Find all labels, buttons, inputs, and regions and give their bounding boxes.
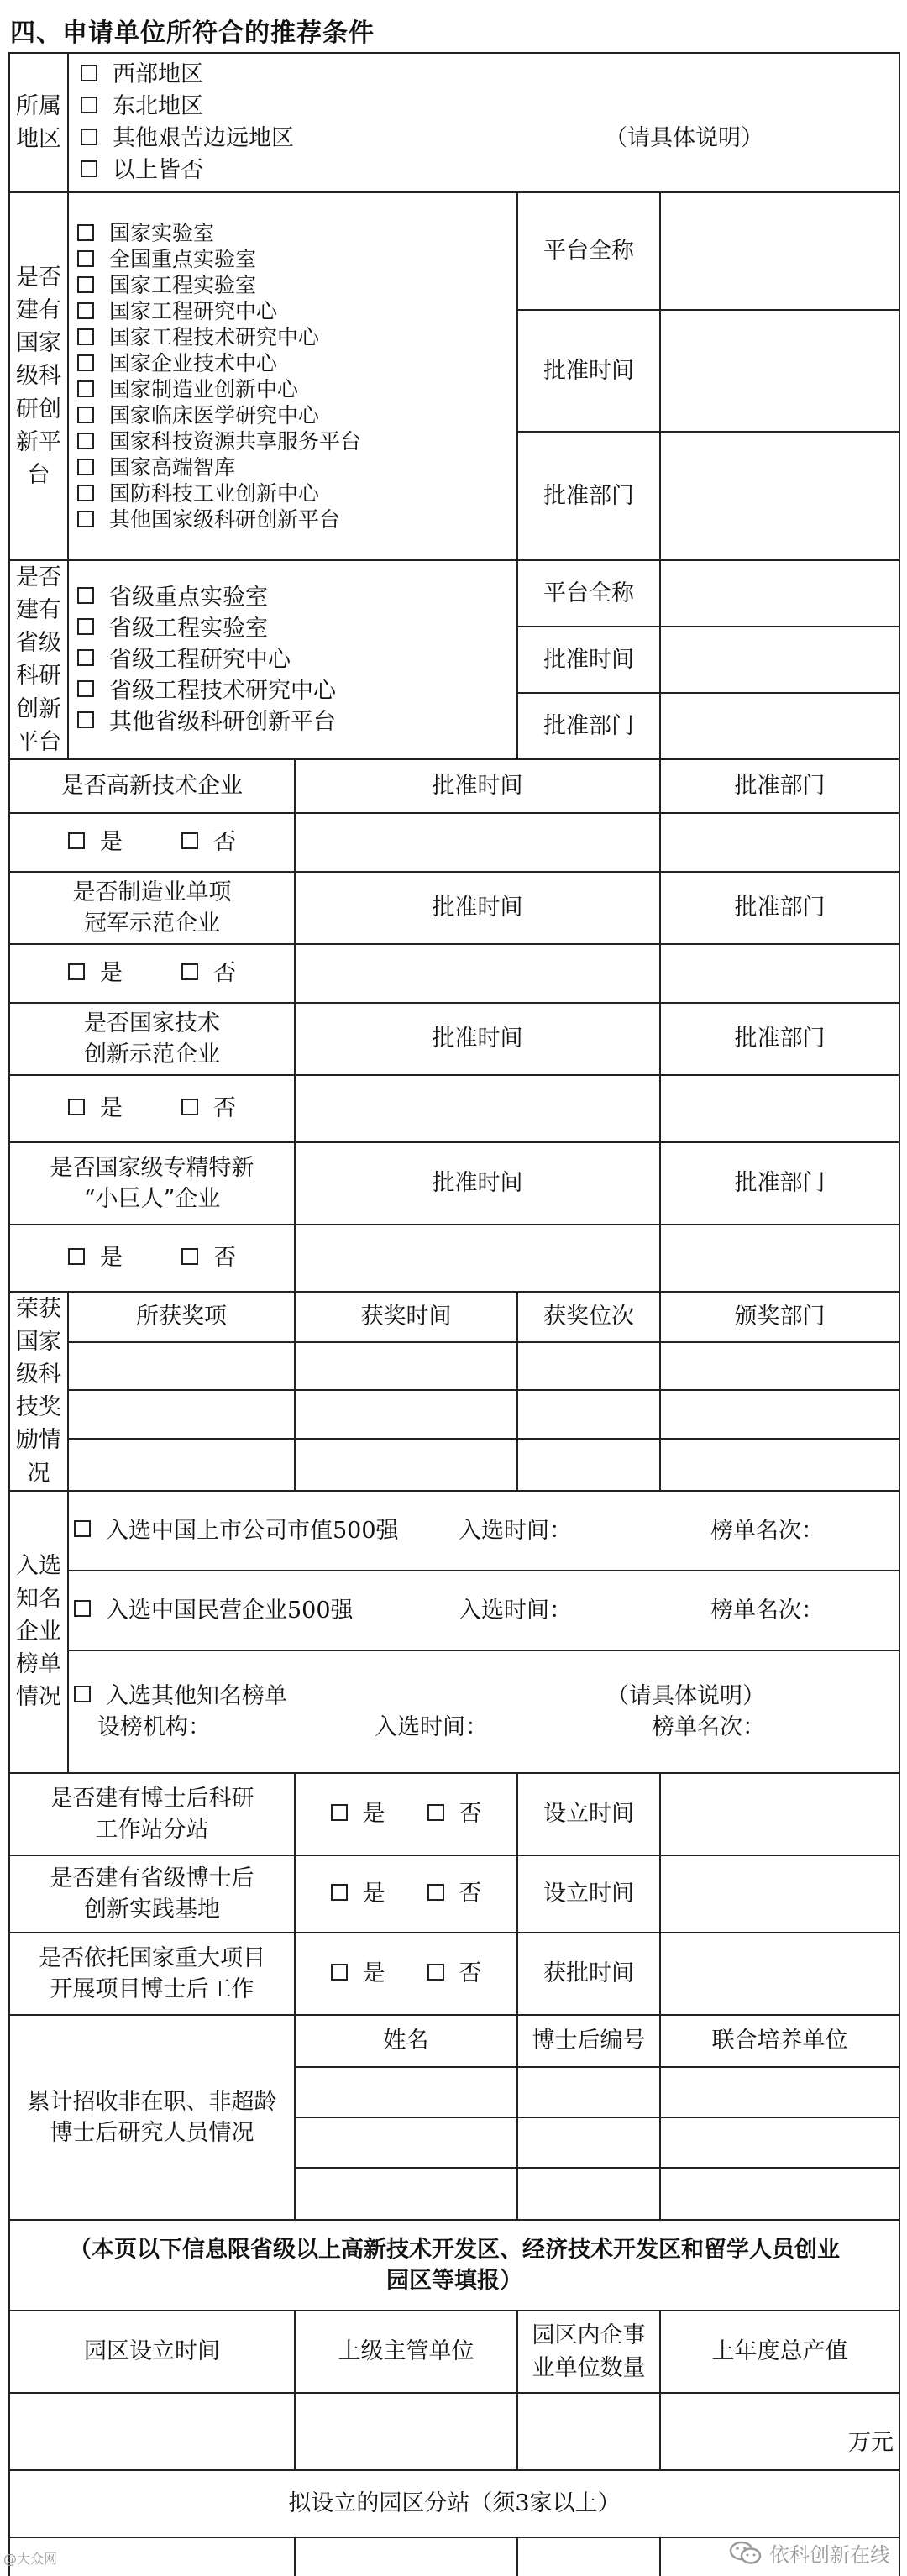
no-checkbox[interactable] <box>181 1099 198 1115</box>
awards-header: 所获奖项 <box>68 1292 295 1342</box>
approval-dept-header: 批准部门 <box>660 1142 899 1225</box>
checkbox[interactable] <box>77 511 94 527</box>
awards-label: 荣获国家级科技奖励情况 <box>9 1292 68 1491</box>
checkbox[interactable] <box>77 302 94 319</box>
checkbox[interactable] <box>77 328 94 345</box>
platform-option[interactable]: 国家高端智库 <box>77 454 511 480</box>
platform-option[interactable]: 省级重点实验室 <box>77 582 511 613</box>
checkbox[interactable] <box>77 485 94 501</box>
little-giant-input-row <box>9 1225 899 1292</box>
yes-no-choice: 是 否 <box>9 1075 295 1142</box>
tech-demo-input-row <box>9 1075 899 1142</box>
approval-dept-header: 批准部门 <box>660 759 899 813</box>
yes-no-choice: 是 否 <box>295 1855 517 1933</box>
park-branch-row <box>9 2470 899 2537</box>
input-cell[interactable] <box>660 944 899 1003</box>
watermark-text: 依科创新在线 <box>769 2543 890 2567</box>
platform-option[interactable]: 国家工程技术研究中心 <box>77 324 511 350</box>
region-option[interactable]: 东北地区 <box>81 91 894 123</box>
yes-checkbox[interactable] <box>68 963 85 980</box>
input-cell[interactable] <box>660 2117 899 2168</box>
input-cell[interactable] <box>660 627 899 693</box>
field-label: 平台全称 <box>517 560 660 627</box>
platform-option[interactable]: 国家制造业创新中心 <box>77 376 511 402</box>
yes-no-choice: 是 否 <box>295 1933 517 2015</box>
checkbox[interactable] <box>77 680 94 697</box>
little-giant-label: 是否国家级专精特新 “小巨人”企业 <box>9 1142 295 1225</box>
yes-no-choice: 是 否 <box>9 1225 295 1292</box>
watermark-left: @大众网 <box>3 2551 58 2567</box>
input-cell[interactable] <box>295 1075 660 1142</box>
platform-option[interactable]: 国家科技资源共享服务平台 <box>77 428 511 454</box>
yes-no-choice: 是 否 <box>9 813 295 872</box>
region-option[interactable]: 西部地区 <box>81 59 894 91</box>
field-label: 批准部门 <box>517 432 660 560</box>
input-cell[interactable] <box>517 2168 660 2220</box>
provincial-platform-row <box>9 560 899 627</box>
awards-header: 颁奖部门 <box>660 1292 899 1342</box>
wechat-icon <box>729 2540 763 2567</box>
input-cell[interactable] <box>660 560 899 627</box>
staff-header: 联合培养单位 <box>660 2015 899 2067</box>
field-label: 获批时间 <box>517 1933 660 2015</box>
national-platform-options <box>68 192 517 560</box>
input-cell[interactable] <box>68 1439 295 1491</box>
checkbox[interactable] <box>77 354 94 371</box>
input-cell[interactable] <box>295 2537 517 2576</box>
field-label: 批准时间 <box>517 627 660 693</box>
postdoc-project-row <box>9 1933 899 2015</box>
input-cell[interactable] <box>660 2067 899 2117</box>
recommendation-form-table <box>8 52 900 2576</box>
park-input-row <box>9 2393 899 2470</box>
postdoc-station-row <box>9 1773 899 1855</box>
postdoc-project-label: 是否依托国家重大项目 开展项目博士后工作 <box>9 1933 295 2015</box>
platform-option[interactable]: 国防科技工业创新中心 <box>77 480 511 506</box>
ranking-row-1 <box>9 1491 899 1571</box>
region-label: 所属地区 <box>9 53 68 192</box>
input-cell[interactable] <box>660 1342 899 1391</box>
little-giant-header-row <box>9 1142 899 1225</box>
postdoc-base-label: 是否建有省级博士后 创新实践基地 <box>9 1855 295 1933</box>
platform-option[interactable]: 国家企业技术中心 <box>77 350 511 376</box>
national-platform-row <box>9 192 899 310</box>
input-cell[interactable] <box>68 1342 295 1391</box>
input-cell[interactable] <box>660 2168 899 2220</box>
input-cell[interactable] <box>9 2393 295 2470</box>
checkbox[interactable] <box>77 649 94 666</box>
output-unit: 万元 <box>660 2393 899 2470</box>
checkbox[interactable] <box>77 433 94 449</box>
checkbox[interactable] <box>81 65 97 81</box>
region-options <box>68 53 899 192</box>
input-cell[interactable] <box>660 432 899 560</box>
input-cell[interactable] <box>517 2067 660 2117</box>
ranking-option[interactable]: 入选其他知名榜单 （请具体说明） 设榜机构： 入选时间： 榜单名次： <box>68 1650 899 1773</box>
park-header: 园区设立时间 <box>9 2311 295 2393</box>
field-label: 批准部门 <box>517 693 660 759</box>
yes-checkbox[interactable] <box>68 1248 85 1265</box>
platform-option[interactable]: 国家临床医学研究中心 <box>77 402 511 428</box>
park-header: 上年度总产值 <box>660 2311 899 2393</box>
platform-option[interactable]: 其他省级科研创新平台 <box>77 706 511 737</box>
input-cell[interactable] <box>660 693 899 759</box>
checkbox[interactable] <box>77 224 94 241</box>
watermark-right <box>729 2538 890 2568</box>
region-option[interactable]: 以上皆否 <box>81 155 894 186</box>
yes-checkbox[interactable] <box>68 1099 85 1115</box>
postdoc-staff-label: 累计招收非在职、非超龄 博士后研究人员情况 <box>9 2015 295 2220</box>
awards-input-row <box>9 1439 899 1491</box>
input-cell[interactable] <box>660 310 899 432</box>
input-cell[interactable] <box>68 1390 295 1439</box>
ranking-option[interactable]: 入选中国上市公司市值500强 入选时间： 榜单名次： <box>68 1491 899 1571</box>
no-checkbox[interactable] <box>427 1884 444 1901</box>
approval-dept-header: 批准部门 <box>660 1003 899 1075</box>
platform-option[interactable]: 其他国家级科研创新平台 <box>77 506 511 533</box>
platform-option[interactable]: 省级工程实验室 <box>77 613 511 644</box>
approval-time-header: 批准时间 <box>295 872 660 944</box>
input-cell[interactable] <box>660 1390 899 1439</box>
checkbox[interactable] <box>77 618 94 635</box>
provincial-platform-label: 是否建有省级科研创新平台 <box>9 560 68 759</box>
champion-label: 是否制造业单项 冠军示范企业 <box>9 872 295 944</box>
checkbox[interactable] <box>77 711 94 728</box>
champion-input-row <box>9 944 899 1003</box>
section-title: 四、申请单位所符合的推荐条件 <box>10 18 375 48</box>
checkbox[interactable] <box>74 1686 91 1702</box>
staff-header: 博士后编号 <box>517 2015 660 2067</box>
platform-option[interactable]: 省级工程研究中心 <box>77 644 511 675</box>
input-cell[interactable] <box>295 1390 517 1439</box>
postdoc-staff-header-row <box>9 2015 899 2067</box>
yes-checkbox[interactable] <box>331 1804 348 1821</box>
yes-checkbox[interactable] <box>68 832 85 849</box>
platform-option[interactable]: 国家实验室 <box>77 220 511 246</box>
input-cell[interactable] <box>517 2117 660 2168</box>
input-cell[interactable] <box>295 2067 517 2117</box>
no-checkbox[interactable] <box>181 832 198 849</box>
input-cell[interactable] <box>517 2537 660 2576</box>
awards-header: 获奖位次 <box>517 1292 660 1342</box>
input-cell[interactable] <box>295 944 660 1003</box>
input-cell[interactable] <box>517 1390 660 1439</box>
no-checkbox[interactable] <box>427 1804 444 1821</box>
high-tech-header-row <box>9 759 899 813</box>
ranking-row-3 <box>9 1650 899 1773</box>
checkbox[interactable] <box>77 250 94 267</box>
checkbox[interactable] <box>81 129 97 145</box>
checkbox[interactable] <box>74 1520 91 1537</box>
awards-input-row <box>9 1342 899 1391</box>
region-option[interactable]: 其他艰苦边远地区 （请具体说明） <box>81 123 894 155</box>
input-cell[interactable] <box>295 1225 660 1292</box>
checkbox[interactable] <box>77 587 94 604</box>
input-cell[interactable] <box>660 1439 899 1491</box>
park-header: 园区内企事业单位数量 <box>517 2311 660 2393</box>
national-platform-label: 是否建有国家级科研创新平台 <box>9 192 68 560</box>
platform-option[interactable]: 全国重点实验室 <box>77 246 511 272</box>
park-note-row <box>9 2220 899 2311</box>
input-cell[interactable] <box>295 2393 517 2470</box>
input-cell[interactable] <box>660 1075 899 1142</box>
yes-checkbox[interactable] <box>331 1964 348 1981</box>
park-note: （本页以下信息限省级以上高新技术开发区、经济技术开发区和留学人员创业 园区等填报） <box>9 2220 899 2311</box>
no-checkbox[interactable] <box>181 1248 198 1265</box>
input-cell[interactable] <box>660 192 899 310</box>
field-label: 批准时间 <box>517 310 660 432</box>
field-label: 设立时间 <box>517 1773 660 1855</box>
yes-no-choice: 是 否 <box>9 944 295 1003</box>
park-header: 上级主管单位 <box>295 2311 517 2393</box>
platform-option[interactable]: 国家工程实验室 <box>77 272 511 298</box>
region-note: （请具体说明） <box>605 125 763 151</box>
yes-checkbox[interactable] <box>331 1884 348 1901</box>
high-tech-input-row <box>9 813 899 872</box>
tech-demo-header-row <box>9 1003 899 1075</box>
input-cell[interactable] <box>517 1342 660 1391</box>
rankings-label: 入选知名企业榜单情况 <box>9 1491 68 1773</box>
approval-time-header: 批准时间 <box>295 1003 660 1075</box>
no-checkbox[interactable] <box>181 963 198 980</box>
champion-header-row <box>9 872 899 944</box>
approval-time-header: 批准时间 <box>295 759 660 813</box>
checkbox[interactable] <box>81 97 97 113</box>
park-branch-label: 拟设立的园区分站（须3家以上） <box>9 2470 899 2537</box>
checkbox[interactable] <box>74 1600 91 1617</box>
checkbox[interactable] <box>81 160 97 177</box>
input-cell[interactable] <box>517 2393 660 2470</box>
awards-input-row <box>9 1390 899 1439</box>
platform-option[interactable]: 国家工程研究中心 <box>77 298 511 324</box>
input-cell[interactable] <box>295 2117 517 2168</box>
approval-dept-header: 批准部门 <box>660 872 899 944</box>
input-cell[interactable] <box>660 1773 899 1855</box>
field-label: 平台全称 <box>517 192 660 310</box>
tech-demo-label: 是否国家技术 创新示范企业 <box>9 1003 295 1075</box>
park-header-row <box>9 2311 899 2393</box>
provincial-platform-options <box>68 560 517 759</box>
input-cell[interactable] <box>660 1225 899 1292</box>
postdoc-station-label: 是否建有博士后科研 工作站分站 <box>9 1773 295 1855</box>
ranking-option[interactable]: 入选中国民营企业500强 入选时间： 榜单名次： <box>68 1571 899 1650</box>
awards-header: 获奖时间 <box>295 1292 517 1342</box>
checkbox[interactable] <box>77 276 94 293</box>
checkbox[interactable] <box>77 407 94 423</box>
input-cell[interactable] <box>660 1855 899 1933</box>
input-cell[interactable] <box>660 813 899 872</box>
input-cell[interactable] <box>295 2168 517 2220</box>
input-cell[interactable] <box>295 1342 517 1391</box>
ranking-row-2 <box>9 1571 899 1650</box>
yes-no-choice: 是 否 <box>295 1773 517 1855</box>
checkbox[interactable] <box>77 380 94 397</box>
checkbox[interactable] <box>77 459 94 475</box>
approval-time-header: 批准时间 <box>295 1142 660 1225</box>
high-tech-label: 是否高新技术企业 <box>9 759 295 813</box>
awards-header-row <box>9 1292 899 1342</box>
no-checkbox[interactable] <box>427 1964 444 1981</box>
input-cell[interactable] <box>295 1439 517 1491</box>
input-cell[interactable] <box>660 1933 899 2015</box>
postdoc-base-row <box>9 1855 899 1933</box>
input-cell[interactable] <box>517 1439 660 1491</box>
staff-header: 姓名 <box>295 2015 517 2067</box>
input-cell[interactable] <box>295 813 660 872</box>
field-label: 设立时间 <box>517 1855 660 1933</box>
platform-option[interactable]: 省级工程技术研究中心 <box>77 675 511 706</box>
region-row <box>9 53 899 192</box>
